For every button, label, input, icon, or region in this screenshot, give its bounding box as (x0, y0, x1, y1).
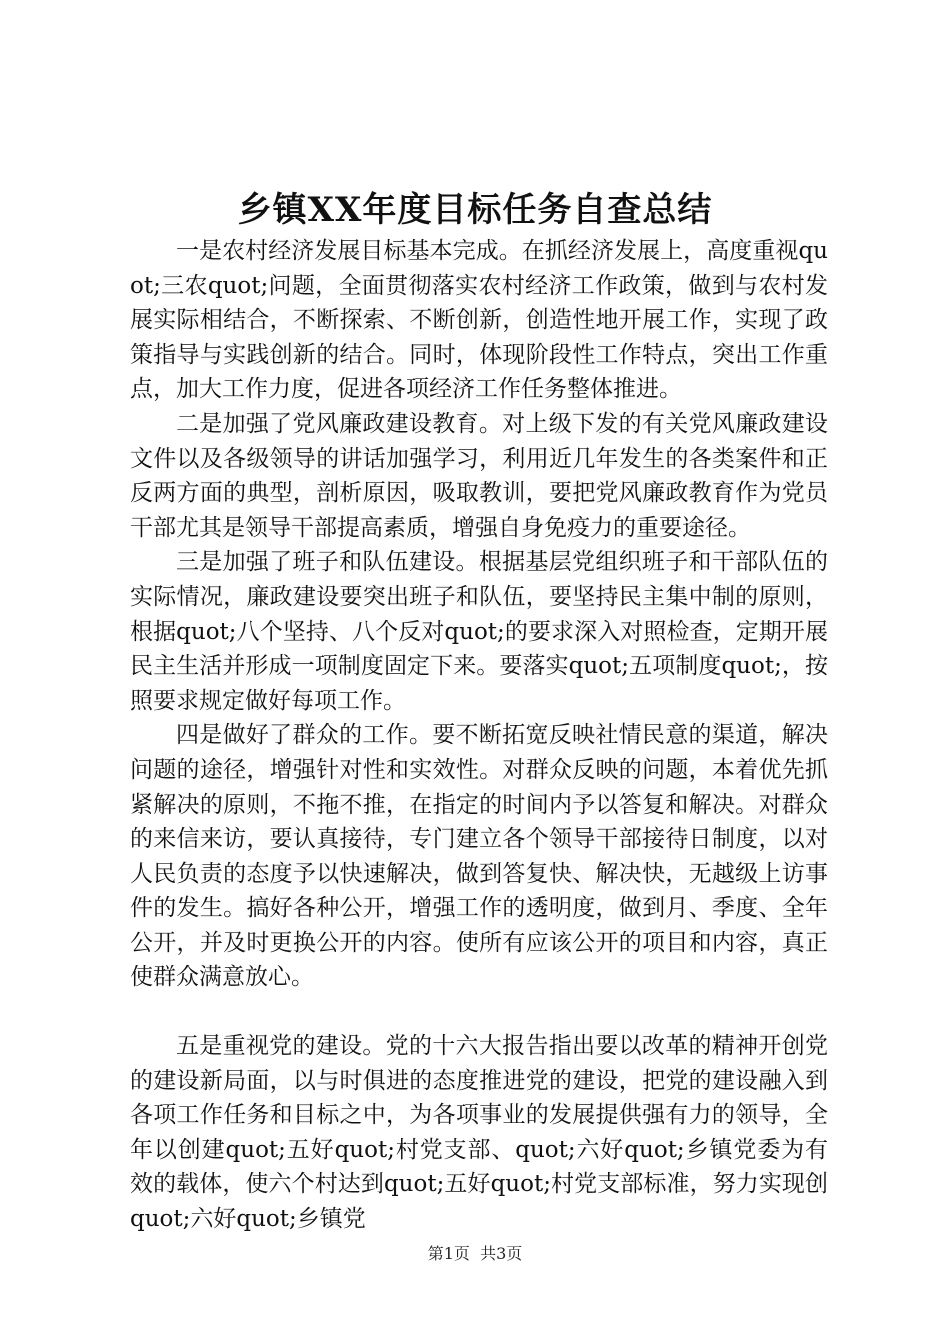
document-title: 乡镇XX年度目标任务自查总结 (237, 190, 713, 230)
paragraph-3: 三是加强了班子和队伍建设。根据基层党组织班子和干部队伍的实际情况，廉政建设要突出班子和队伍，要坚持民主集中制的原则，根据quot;八个坚持、八个反对quot;的要求深入对照检查，定期开展民主生活并形成一项制度固定下来。要落实quot;五项制度quot;，按照要求规定做好每项工作。 (130, 549, 828, 714)
paragraph-4: 四是做好了群众的工作。要不断拓宽反映社情民意的渠道，解决问题的途径，增强针对性和实效性。对群众反映的问题，本着优先抓紧解决的原则，不拖不推，在指定的时间内予以答复和解决。对群众的来信来访，要认真接待，专门建立各个领导干部接待日制度，以对人民负责的态度予以快速解决，做到答复快、解决快，无越级上访事件的发生。搞好各种公开，增强工作的透明度，做到月、季度、全年公开，并及时更换公开的内容。使所有应该公开的项目和内容，真正使群众满意放心。 (130, 722, 828, 991)
paragraph-5: 五是重视党的建设。党的十六大报告指出要以改革的精神开创党的建设新局面，以与时俱进的态度推进党的建设，把党的建设融入到各项工作任务和目标之中，为各项事业的发展提供强有力的领导，全年以创建quot;五好quot;村党支部、quot;六好quot;乡镇党委为有效的载体，使六个村达到quot;五好quot;村党支部标准，努力实现创quot;六好quot;乡镇党 (130, 1033, 828, 1233)
document-body (130, 234, 828, 1237)
page-number-footer: 第1页 共3页 (427, 1244, 523, 1263)
paragraph-1: 一是农村经济发展目标基本完成。在抓经济发展上，高度重视quot;三农quot;问题，全面贯彻落实农村经济工作政策，做到与农村发展实际相结合，不断探索、不断创新，创造性地开展工作，实现了政策指导与实践创新的结合。同时，体现阶段性工作特点，突出工作重点，加大工作力度，促进各项经济工作任务整体推进。 (130, 238, 828, 403)
paragraph-2: 二是加强了党风廉政建设教育。对上级下发的有关党风廉政建设文件以及各级领导的讲话加强学习，利用近几年发生的各类案件和正反两方面的典型，剖析原因，吸取教训，要把党风廉政教育作为党员干部尤其是领导干部提高素质，增强自身免疫力的重要途径。 (130, 410, 828, 541)
